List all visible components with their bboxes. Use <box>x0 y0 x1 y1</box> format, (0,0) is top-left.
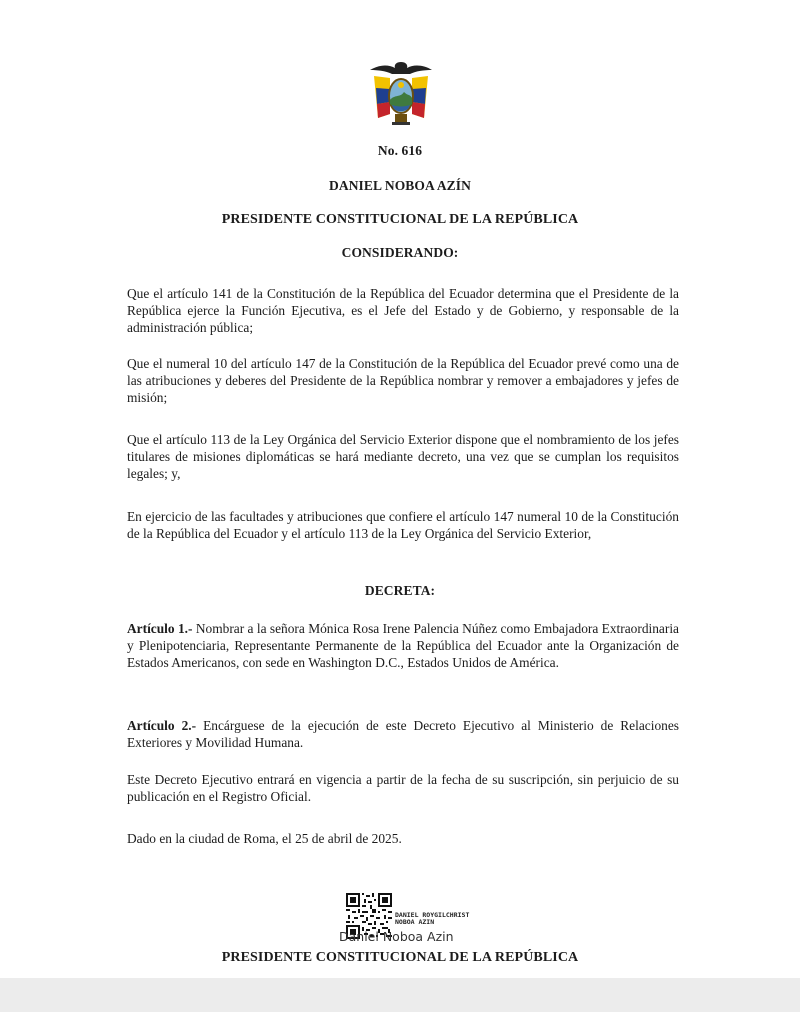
signatory-office: PRESIDENTE CONSTITUCIONAL DE LA REPÚBLICA <box>221 212 579 227</box>
article-1-text: Nombrar a la señora Mónica Rosa Irene Palencia Núñez como Embajadora Extraordinaria y Plenipotenciaria, Representante Permanente de la República del Ecuador ante la Organización de Estados Americanos, con sede en Washington D.C., Estados Unidos de América. <box>127 621 679 670</box>
article-1-label: Artículo 1.- <box>127 621 193 636</box>
digital-signer-line-1: DANIEL ROYGILCHRIST <box>395 911 470 919</box>
decree-number: No. 616 <box>377 143 423 158</box>
article-1 <box>127 620 679 671</box>
decree-heading: DECRETA: <box>364 583 436 598</box>
signer-name: Daniel Noboa Azin <box>339 929 454 944</box>
coat-of-arms-icon <box>368 58 434 128</box>
article-2-text: Encárguese de la ejecución de este Decreto Ejecutivo al Ministerio de Relaciones Exteriores y Movilidad Humana. <box>127 718 679 750</box>
considering-heading: CONSIDERANDO: <box>341 245 459 260</box>
considering-paragraph: Que el artículo 141 de la Constitución de la República del Ecuador determina que el Presidente de la República ejerce la Función Ejecutiva, es el Jefe del Estado y de Gobierno, y responsable de la administración pública; <box>127 286 679 335</box>
considering-paragraph: En ejercicio de las facultades y atribuciones que confiere el artículo 147 numeral 10 de la Constitución de la República del Ecuador y el artículo 113 de la Ley Orgánica del Servicio Exterior, <box>127 509 679 541</box>
article-2-label: Artículo 2.- <box>127 718 197 733</box>
signatory-name: DANIEL NOBOA AZÍN <box>329 178 471 193</box>
considering-paragraph: Que el numeral 10 del artículo 147 de la Constitución de la República del Ecuador prevé como una de las atribuciones y deberes del Presidente de la República nombrar y remover a embajadores y jefes de misión; <box>127 356 679 405</box>
digital-signer-text <box>395 912 469 926</box>
given-at: Dado en la ciudad de Roma, el 25 de abril de 2025. <box>127 831 402 846</box>
page-bottom-margin <box>0 978 800 1012</box>
considering-paragraph: Que el artículo 113 de la Ley Orgánica del Servicio Exterior dispone que el nombramiento de los jefes titulares de misiones diplomáticas se hará mediante decreto, una vez que se cumplan los requisitos legales; y, <box>127 432 679 481</box>
signer-office: PRESIDENTE CONSTITUCIONAL DE LA REPÚBLICA <box>221 950 579 965</box>
effectiveness-clause: Este Decreto Ejecutivo entrará en vigencia a partir de la fecha de su suscripción, sin perjuicio de su publicación en el Registro Oficial. <box>127 772 679 804</box>
article-2 <box>127 717 679 751</box>
digital-signer-line-2: NOBOA AZIN <box>395 918 435 926</box>
